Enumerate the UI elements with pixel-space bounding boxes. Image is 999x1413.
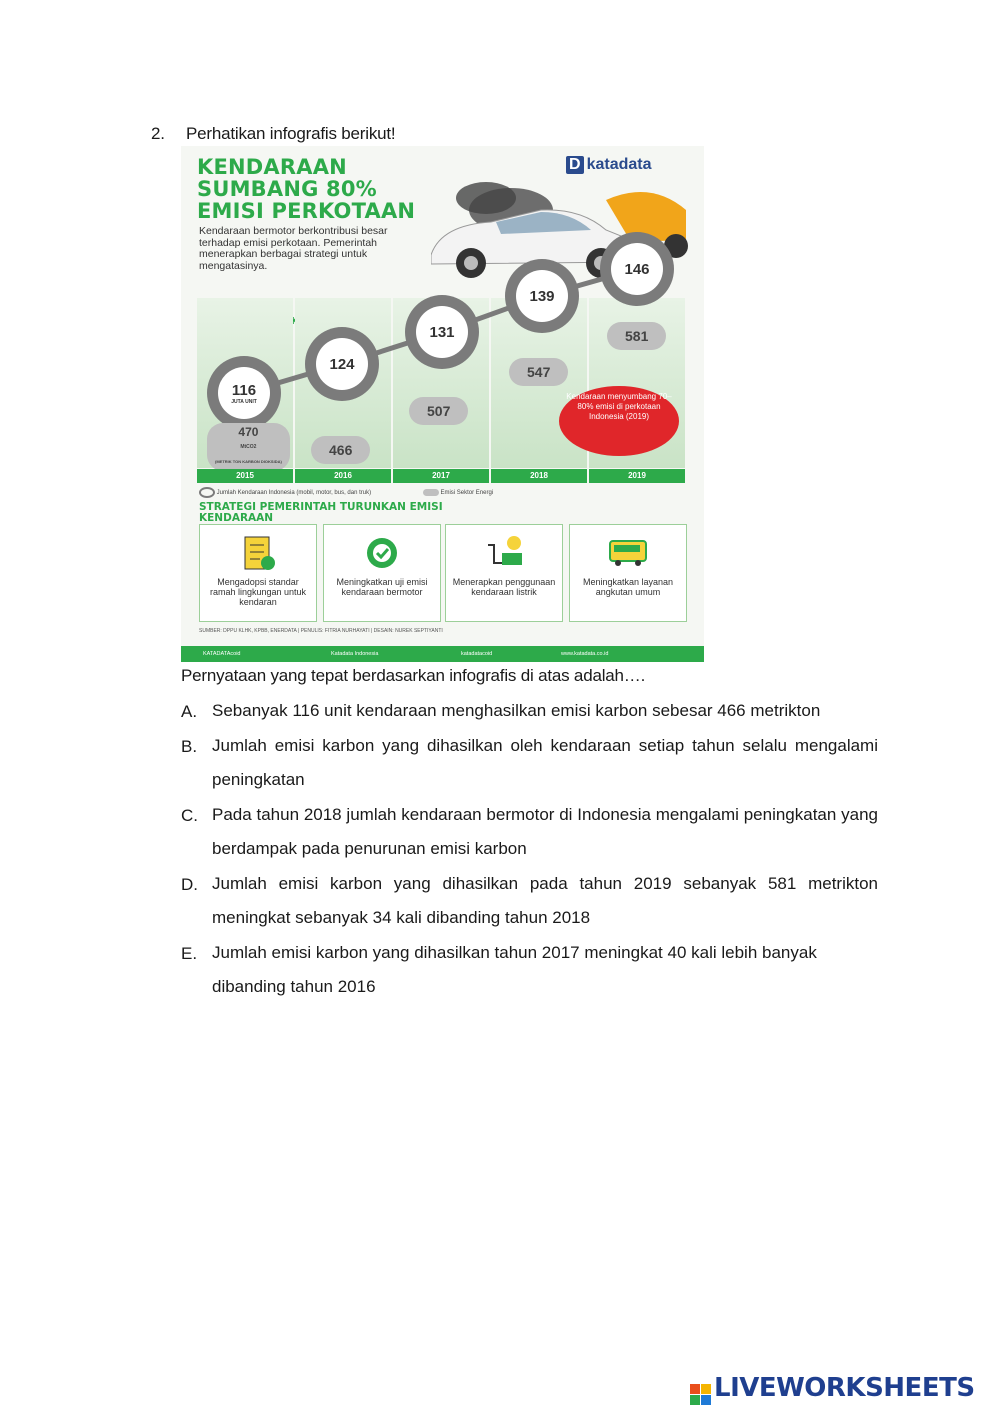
source-line: SUMBER: DPPU KLHK, KPBB, ENERDATA | PENULIS: FITRIA NURHAYATI | DESAIN: NUREK SEPTIYANTI (199, 628, 443, 634)
emission-cloud-2017: 507 (409, 397, 468, 425)
option-c-letter: C. (181, 806, 198, 825)
option-a-letter: A. (181, 702, 198, 721)
katadata-logo: D katadata (566, 156, 651, 174)
liveworksheets-logo-icon (690, 1384, 711, 1405)
option-e-letter: E. (181, 944, 198, 963)
year-2015: 2015 (197, 469, 293, 483)
year-2019: 2019 (589, 469, 685, 483)
option-c-text[interactable]: Pada tahun 2018 jumlah kendaraan bermotor di Indonesia mengalami peningkatan yang berdampak pada penurunan emisi karbon (212, 805, 878, 858)
question-prompt: Perhatikan infografis berikut! (186, 124, 396, 143)
emission-cloud-2016: 466 (311, 436, 370, 464)
infographic-title-3: EMISI PERKOTAAN (197, 199, 416, 223)
year-2018: 2018 (491, 469, 587, 483)
infographic-footer: KATADATAcoid Katadata Indonesia katadatacoid www.katadata.co.id (181, 646, 704, 662)
emission-cloud-2015: 470 MtCO2 (METRIK TON KARBON DIOKSIDA) (207, 423, 290, 471)
question-stem: Pernyataan yang tepat berdasarkan infografis di atas adalah…. (181, 666, 646, 685)
emission-cloud-2018: 547 (509, 358, 568, 386)
gear-check-icon (362, 533, 402, 573)
year-2017: 2017 (393, 469, 489, 483)
strategy-card-4: Meningkatkan layanan angkutan umum (569, 524, 687, 622)
checklist-icon (238, 533, 278, 573)
legend: Jumlah Kendaraan Indonesia (mobil, motor, bus, dan truk) Emisi Sektor Energi (199, 487, 679, 498)
strategy-card-1: Mengadopsi standar ramah lingkungan untuk kendaran (199, 524, 317, 622)
vehicle-badge-2015: 116 JUTA UNIT (207, 356, 281, 430)
vehicle-badge-2018: 139 (505, 259, 579, 333)
strategy-card-3: Menerapkan penggunaan kendaraan listrik (445, 524, 563, 622)
bus-icon (600, 533, 656, 573)
infographic-title-2: SUMBANG 80% (197, 177, 377, 201)
infographic (181, 146, 704, 662)
question-number: 2. (151, 124, 165, 143)
option-d-letter: D. (181, 875, 198, 894)
strategy-title: STRATEGI PEMERINTAH TURUNKAN EMISI KENDARAAN (199, 501, 443, 524)
callout-badge: Kendaraan menyumbang 70–80% emisi di perkotaan Indonesia (2019) (559, 386, 679, 456)
year-bar (197, 469, 687, 483)
option-e-text[interactable]: Jumlah emisi karbon yang dihasilkan tahun 2017 meningkat 40 kali lebih banyak dibanding tahun 2016 (212, 943, 817, 996)
emission-cloud-2019: 581 (607, 322, 666, 350)
strategy-card-2: Meningkatkan uji emisi kendaraan bermotor (323, 524, 441, 622)
electric-plug-icon (484, 533, 524, 573)
liveworksheets-logo: LIVEWORKSHEETS (690, 1373, 975, 1405)
infographic-title-1: KENDARAAN (197, 155, 347, 179)
option-b-letter: B. (181, 737, 198, 756)
infographic-intro: Kendaraan bermotor berkontribusi besar terhadap emisi perkotaan. Pemerintah menerapkan berbagai strategi untuk mengatasinya. (199, 225, 388, 272)
option-d-text[interactable]: Jumlah emisi karbon yang dihasilkan pada tahun 2019 sebanyak 581 metrikton meningkat sebanyak 34 kali dibanding tahun 2018 (212, 874, 878, 927)
vehicle-badge-2019: 146 (600, 232, 674, 306)
vehicle-badge-2017: 131 (405, 295, 479, 369)
vehicle-badge-2016: 124 (305, 327, 379, 401)
option-a-text[interactable]: Sebanyak 116 unit kendaraan menghasilkan emisi karbon sebesar 466 metrikton (212, 701, 821, 720)
option-b-text[interactable]: Jumlah emisi karbon yang dihasilkan oleh kendaraan setiap tahun selalu mengalami peningkatan (212, 736, 878, 789)
year-2016: 2016 (295, 469, 391, 483)
